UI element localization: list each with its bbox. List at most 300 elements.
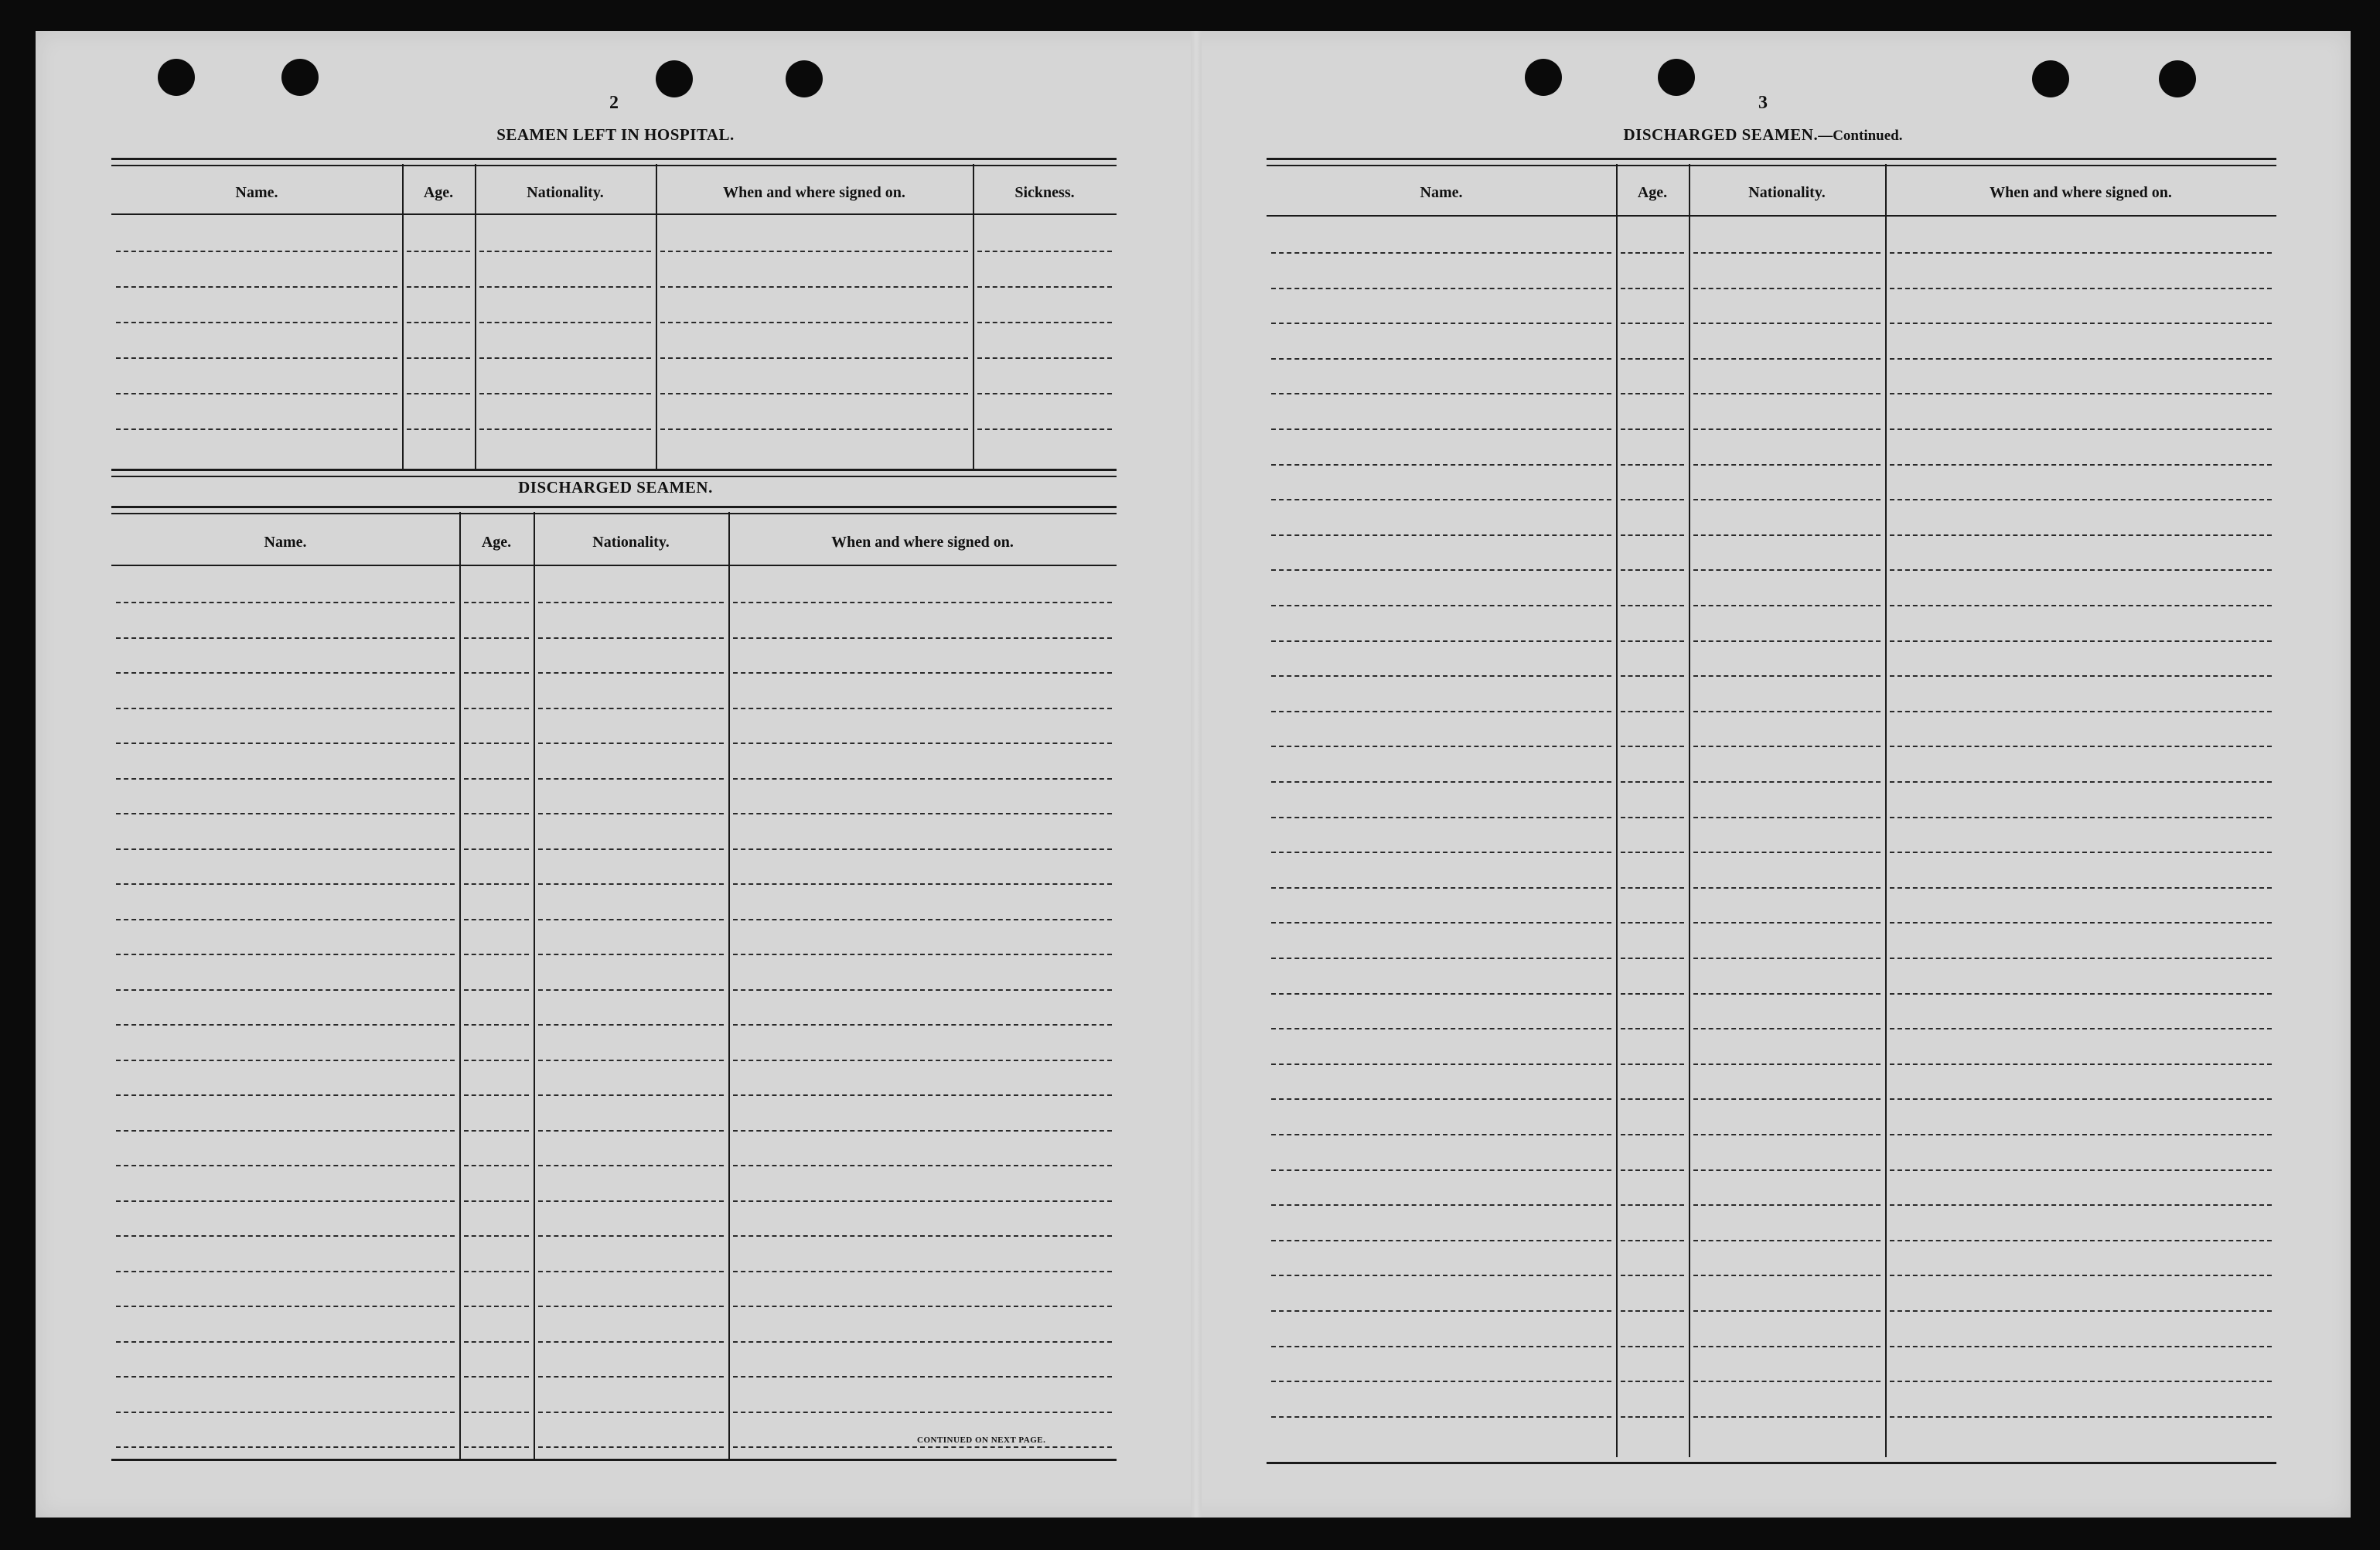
entry-line (1890, 1063, 2272, 1065)
entry-line (733, 1094, 1112, 1096)
entry-line (464, 1271, 529, 1272)
column-divider (459, 512, 461, 1459)
entry-line (538, 1024, 724, 1026)
entry-line (1621, 1134, 1684, 1135)
entry-line (733, 989, 1112, 991)
entry-line (1621, 1063, 1684, 1065)
col-header-nationality: Nationality. (1748, 184, 1826, 201)
entry-line (538, 1130, 724, 1132)
entry-line (1693, 464, 1880, 466)
entry-line (660, 286, 968, 288)
entry-line (1693, 569, 1880, 571)
entry-line (660, 357, 968, 359)
entry-line (1621, 1240, 1684, 1241)
entry-line (977, 393, 1112, 394)
punch-hole (786, 60, 823, 97)
col-header-name: Name. (235, 184, 278, 201)
entry-line (116, 813, 455, 814)
discharged-continued-table (1267, 158, 2276, 1465)
entry-line (1693, 288, 1880, 289)
col-header-name: Name. (264, 534, 307, 551)
entry-line (1621, 852, 1684, 853)
header-rule (111, 213, 1117, 215)
entry-line (1621, 393, 1684, 394)
entry-line (1271, 1240, 1611, 1241)
entry-line (116, 778, 455, 780)
entry-line (1890, 252, 2272, 254)
entry-line (116, 637, 455, 639)
entry-line (116, 286, 397, 288)
discharged-section-title: DISCHARGED SEAMEN. (518, 478, 713, 497)
entry-line (1621, 1346, 1684, 1347)
entry-line (116, 322, 397, 323)
entry-line (733, 1060, 1112, 1061)
entry-line (1693, 993, 1880, 995)
entry-line (1271, 1381, 1611, 1382)
entry-line (116, 428, 397, 430)
entry-line (1693, 428, 1880, 430)
header-rule (111, 565, 1117, 566)
entry-line (464, 1165, 529, 1166)
column-divider (728, 512, 730, 1459)
entry-line (538, 637, 724, 639)
entry-line (733, 1130, 1112, 1132)
entry-line (1271, 640, 1611, 642)
entry-line (1271, 746, 1611, 747)
entry-line (1271, 464, 1611, 466)
punch-hole (1525, 59, 1562, 96)
entry-line (1621, 746, 1684, 747)
entry-line (464, 813, 529, 814)
entry-line (1693, 781, 1880, 783)
entry-line (733, 1306, 1112, 1307)
entry-line (733, 954, 1112, 955)
col-header-nationality: Nationality. (592, 534, 670, 551)
entry-line (1271, 922, 1611, 924)
entry-line (538, 1060, 724, 1061)
entry-line (1271, 1346, 1611, 1347)
entry-line (1621, 1204, 1684, 1206)
entry-line (1890, 993, 2272, 995)
entry-line (733, 778, 1112, 780)
entry-line (1621, 675, 1684, 677)
entry-line (1890, 781, 2272, 783)
entry-line (1890, 393, 2272, 394)
entry-line (1693, 817, 1880, 818)
entry-line (464, 1200, 529, 1202)
entry-line (116, 1165, 455, 1166)
entry-line (1271, 288, 1611, 289)
entry-line (407, 286, 470, 288)
entry-line (1271, 605, 1611, 606)
entry-line (1693, 1134, 1880, 1135)
entry-line (538, 672, 724, 674)
entry-line (660, 428, 968, 430)
continued-note: CONTINUED ON NEXT PAGE. (917, 1436, 1046, 1445)
entry-line (1890, 922, 2272, 924)
entry-line (116, 1446, 455, 1448)
entry-line (464, 1235, 529, 1237)
entry-line (464, 954, 529, 955)
entry-line (1693, 1204, 1880, 1206)
entry-line (1693, 1346, 1880, 1347)
entry-line (1693, 711, 1880, 712)
entry-line (1271, 323, 1611, 324)
entry-line (479, 393, 651, 394)
col-header-name: Name. (1420, 184, 1463, 201)
punch-hole (2032, 60, 2069, 97)
entry-line (733, 919, 1112, 920)
entry-line (1890, 605, 2272, 606)
entry-line (464, 883, 529, 885)
entry-line (538, 1341, 724, 1343)
entry-line (1890, 746, 2272, 747)
entry-line (733, 602, 1112, 603)
entry-line (1890, 358, 2272, 360)
entry-line (1621, 922, 1684, 924)
entry-line (1621, 288, 1684, 289)
entry-line (407, 393, 470, 394)
entry-line (464, 602, 529, 603)
entry-line (1271, 675, 1611, 677)
discharged-table (111, 506, 1117, 1465)
entry-line (538, 778, 724, 780)
entry-line (116, 1271, 455, 1272)
entry-line (1890, 887, 2272, 889)
entry-line (464, 708, 529, 709)
entry-line (733, 637, 1112, 639)
entry-line (1693, 1028, 1880, 1029)
entry-line (1271, 428, 1611, 430)
entry-line (1890, 852, 2272, 853)
entry-line (116, 393, 397, 394)
table-top-rule (111, 158, 1117, 166)
entry-line (464, 1446, 529, 1448)
entry-line (1271, 358, 1611, 360)
entry-line (1890, 1028, 2272, 1029)
entry-line (464, 1130, 529, 1132)
entry-line (1621, 958, 1684, 959)
entry-line (1693, 1098, 1880, 1100)
entry-line (538, 919, 724, 920)
col-header-nationality: Nationality. (527, 184, 604, 201)
entry-line (1890, 288, 2272, 289)
discharged-continued-title-suffix: —Continued. (1818, 128, 1903, 144)
entry-line (1890, 958, 2272, 959)
entry-line (479, 251, 651, 252)
entry-line (1890, 499, 2272, 500)
entry-line (116, 1200, 455, 1202)
entry-line (116, 954, 455, 955)
entry-line (407, 251, 470, 252)
entry-line (733, 1235, 1112, 1237)
entry-line (1271, 993, 1611, 995)
entry-line (479, 286, 651, 288)
entry-line (464, 1376, 529, 1378)
entry-line (464, 989, 529, 991)
entry-line (1693, 675, 1880, 677)
entry-line (1271, 1098, 1611, 1100)
entry-line (464, 1412, 529, 1413)
table-bottom-rule (1267, 1462, 2276, 1464)
column-divider (1885, 164, 1887, 1457)
punch-hole (656, 60, 693, 97)
entry-line (538, 989, 724, 991)
entry-line (1271, 1416, 1611, 1418)
entry-line (1621, 428, 1684, 430)
entry-line (116, 1412, 455, 1413)
entry-line (660, 322, 968, 323)
entry-line (538, 1094, 724, 1096)
entry-line (464, 919, 529, 920)
entry-line (464, 1024, 529, 1026)
entry-line (1621, 1098, 1684, 1100)
entry-line (116, 357, 397, 359)
entry-line (1621, 1310, 1684, 1312)
entry-line (1890, 534, 2272, 536)
page-number-left: 2 (609, 93, 619, 113)
entry-line (1693, 958, 1880, 959)
col-header-sickness: Sickness. (1014, 184, 1075, 201)
entry-line (116, 989, 455, 991)
entry-line (733, 1271, 1112, 1272)
entry-line (733, 672, 1112, 674)
entry-line (1271, 499, 1611, 500)
entry-line (1271, 711, 1611, 712)
entry-line (1693, 1240, 1880, 1241)
entry-line (1693, 640, 1880, 642)
entry-line (1271, 1063, 1611, 1065)
entry-line (1890, 1381, 2272, 1382)
entry-line (1621, 993, 1684, 995)
entry-line (1271, 1310, 1611, 1312)
punch-hole (1658, 59, 1695, 96)
entry-line (1693, 252, 1880, 254)
entry-line (479, 428, 651, 430)
entry-line (1621, 605, 1684, 606)
entry-line (1621, 1416, 1684, 1418)
entry-line (1890, 1204, 2272, 1206)
entry-line (1271, 1204, 1611, 1206)
entry-line (660, 251, 968, 252)
entry-line (1621, 640, 1684, 642)
entry-line (538, 1376, 724, 1378)
col-header-signed-on: When and where signed on. (1990, 184, 2172, 201)
column-divider (1616, 164, 1618, 1457)
entry-line (1693, 1310, 1880, 1312)
entry-line (977, 428, 1112, 430)
hospital-section-title: SEAMEN LEFT IN HOSPITAL. (496, 125, 735, 144)
entry-line (733, 708, 1112, 709)
col-header-signed-on: When and where signed on. (723, 184, 905, 201)
entry-line (1890, 1169, 2272, 1171)
punch-hole (281, 59, 319, 96)
entry-line (464, 672, 529, 674)
entry-line (733, 1341, 1112, 1343)
column-divider (1689, 164, 1690, 1457)
column-divider (475, 164, 476, 469)
entry-line (1693, 1169, 1880, 1171)
entry-line (116, 848, 455, 850)
entry-line (464, 778, 529, 780)
entry-line (733, 848, 1112, 850)
entry-line (1621, 323, 1684, 324)
entry-line (479, 322, 651, 323)
entry-line (1621, 534, 1684, 536)
entry-line (407, 428, 470, 430)
entry-line (116, 1306, 455, 1307)
center-fold (1191, 31, 1202, 1518)
entry-line (1271, 252, 1611, 254)
entry-line (1621, 817, 1684, 818)
entry-line (1693, 393, 1880, 394)
entry-line (1621, 1028, 1684, 1029)
entry-line (538, 602, 724, 603)
col-header-signed-on: When and where signed on. (831, 534, 1014, 551)
entry-line (1271, 958, 1611, 959)
entry-line (977, 251, 1112, 252)
col-header-age: Age. (1637, 184, 1668, 201)
entry-line (1693, 746, 1880, 747)
entry-line (1890, 1416, 2272, 1418)
entry-line (538, 1165, 724, 1166)
entry-line (977, 357, 1112, 359)
table-top-rule (111, 506, 1117, 514)
entry-line (1890, 1098, 2272, 1100)
entry-line (1271, 1028, 1611, 1029)
entry-line (1621, 711, 1684, 712)
entry-line (733, 1412, 1112, 1413)
discharged-continued-title (1570, 125, 1956, 145)
entry-line (464, 848, 529, 850)
entry-line (1890, 569, 2272, 571)
entry-line (1621, 1381, 1684, 1382)
entry-line (1621, 569, 1684, 571)
entry-line (464, 743, 529, 744)
entry-line (116, 672, 455, 674)
entry-line (1271, 887, 1611, 889)
entry-line (733, 1200, 1112, 1202)
column-divider (973, 164, 974, 469)
table-top-rule (1267, 158, 2276, 166)
discharged-continued-title-main: DISCHARGED SEAMEN. (1623, 125, 1819, 144)
entry-line (538, 813, 724, 814)
entry-line (538, 1235, 724, 1237)
entry-line (1621, 1169, 1684, 1171)
entry-line (464, 1341, 529, 1343)
entry-line (538, 1271, 724, 1272)
entry-line (116, 1235, 455, 1237)
entry-line (538, 743, 724, 744)
entry-line (1693, 358, 1880, 360)
entry-line (538, 708, 724, 709)
entry-line (1890, 675, 2272, 677)
entry-line (1890, 1134, 2272, 1135)
entry-line (116, 1094, 455, 1096)
entry-line (733, 883, 1112, 885)
entry-line (538, 883, 724, 885)
entry-line (1621, 781, 1684, 783)
entry-line (1693, 1063, 1880, 1065)
entry-line (1693, 852, 1880, 853)
entry-line (464, 1060, 529, 1061)
hospital-table (111, 158, 1117, 453)
entry-line (1621, 1275, 1684, 1276)
entry-line (977, 322, 1112, 323)
entry-line (1693, 499, 1880, 500)
entry-line (538, 848, 724, 850)
column-divider (656, 164, 657, 469)
punch-hole (2159, 60, 2196, 97)
entry-line (1693, 922, 1880, 924)
entry-line (1890, 1275, 2272, 1276)
entry-line (538, 1446, 724, 1448)
entry-line (1271, 817, 1611, 818)
entry-line (977, 286, 1112, 288)
entry-line (116, 251, 397, 252)
header-rule (1267, 215, 2276, 217)
entry-line (1271, 852, 1611, 853)
entry-line (1271, 1169, 1611, 1171)
entry-line (116, 1376, 455, 1378)
entry-line (464, 1306, 529, 1307)
entry-line (1890, 640, 2272, 642)
entry-line (407, 357, 470, 359)
entry-line (1271, 393, 1611, 394)
entry-line (1271, 1134, 1611, 1135)
col-header-age: Age. (481, 534, 512, 551)
entry-line (538, 1412, 724, 1413)
entry-line (116, 1341, 455, 1343)
entry-line (538, 1306, 724, 1307)
entry-line (1693, 605, 1880, 606)
entry-line (733, 813, 1112, 814)
entry-line (1693, 1381, 1880, 1382)
ledger-paper (36, 31, 2351, 1518)
entry-line (1890, 1240, 2272, 1241)
entry-line (1693, 323, 1880, 324)
entry-line (1693, 887, 1880, 889)
entry-line (1890, 323, 2272, 324)
entry-line (464, 637, 529, 639)
column-divider (402, 164, 404, 469)
punch-hole (158, 59, 195, 96)
entry-line (733, 1165, 1112, 1166)
entry-line (538, 1200, 724, 1202)
entry-line (1890, 817, 2272, 818)
entry-line (1693, 1275, 1880, 1276)
col-header-age: Age. (423, 184, 454, 201)
entry-line (1621, 499, 1684, 500)
entry-line (733, 743, 1112, 744)
entry-line (660, 393, 968, 394)
entry-line (1890, 464, 2272, 466)
entry-line (116, 919, 455, 920)
entry-line (116, 1060, 455, 1061)
entry-line (116, 743, 455, 744)
entry-line (1693, 1416, 1880, 1418)
entry-line (1621, 887, 1684, 889)
entry-line (733, 1376, 1112, 1378)
entry-line (407, 322, 470, 323)
table-bottom-rule (111, 1459, 1117, 1461)
entry-line (116, 883, 455, 885)
entry-line (1271, 781, 1611, 783)
entry-line (116, 708, 455, 709)
entry-line (116, 602, 455, 603)
table-bottom-rule (111, 469, 1117, 477)
page-number-right: 3 (1758, 93, 1768, 113)
